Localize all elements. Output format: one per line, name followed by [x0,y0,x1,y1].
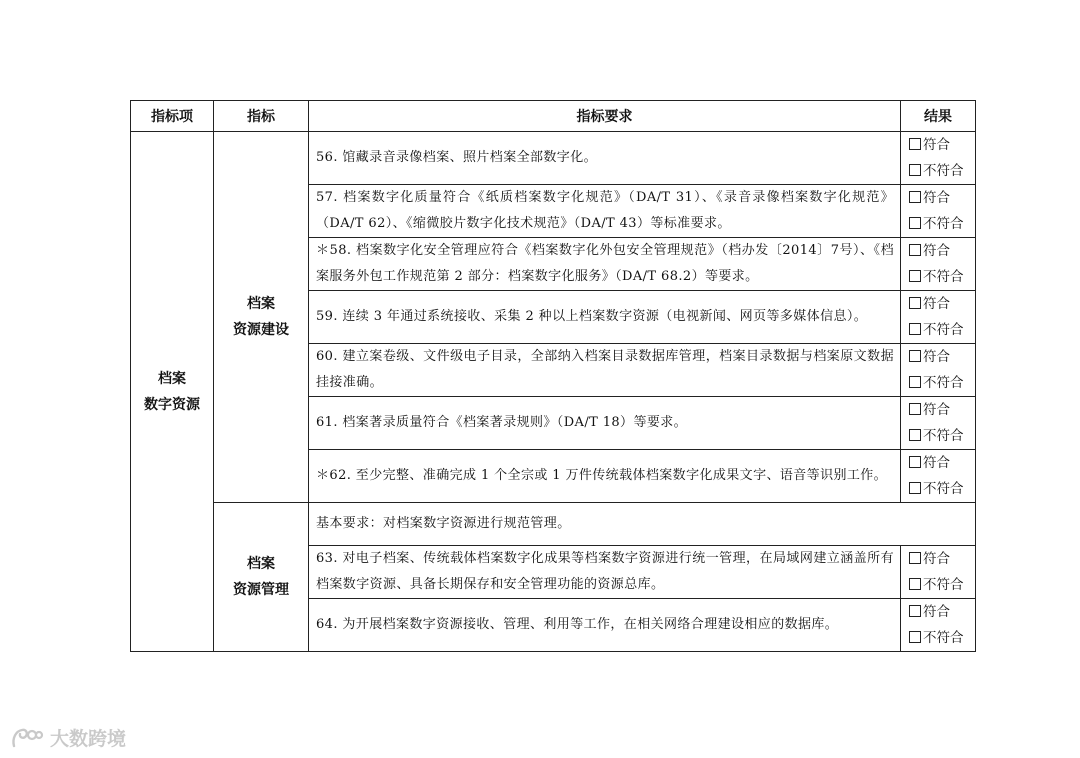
option-label: 不符合 [923,630,964,646]
header-indicator-item: 指标项 [131,101,214,132]
option-label: 不符合 [923,163,964,179]
result-cell [901,397,976,450]
group-cell-construction [214,132,309,503]
checkbox-icon[interactable] [909,429,921,441]
group-line1: 档案 [247,556,275,572]
option-label: 符合 [923,243,950,259]
option-label: 符合 [923,190,950,206]
evaluation-table [130,100,976,652]
checkbox-icon[interactable] [909,217,921,229]
result-cell [901,291,976,344]
watermark [10,724,126,751]
requirement-62: ＊62. 至少完整、准确完成 1 个全宗或 1 万件传统载体档案数字化成果文字、语音等识别工作。 [309,450,901,503]
result-option-pass[interactable] [909,132,975,158]
option-label: 符合 [923,551,950,567]
option-label: 不符合 [923,216,964,232]
checkbox-icon[interactable] [909,482,921,494]
option-label: 符合 [923,604,950,620]
result-cell [901,344,976,397]
result-option-fail[interactable] [909,625,975,651]
checkbox-icon[interactable] [909,350,921,362]
requirement-64: 64. 为开展档案数字资源接收、管理、利用等工作，在相关网络合理建设相应的数据库。 [309,599,901,652]
header-requirement: 指标要求 [309,101,901,132]
checkbox-icon[interactable] [909,403,921,415]
header-result: 结果 [901,101,976,132]
watermark-logo-icon [10,726,44,750]
result-cell [901,132,976,185]
category-cell [131,132,214,652]
requirement-58: ＊58. 档案数字化安全管理应符合《档案数字化外包安全管理规范》（档办发〔2014〕7号）、《档案服务外包工作规范第 2 部分：档案数字化服务》（DA/T 68.2）等要求。 [309,238,901,291]
requirement-59: 59. 连续 3 年通过系统接收、采集 2 种以上档案数字资源（电视新闻、网页等多媒体信息）。 [309,291,901,344]
table-header-row [131,101,976,132]
result-option-pass[interactable] [909,238,975,264]
option-label: 符合 [923,349,950,365]
result-option-pass[interactable] [909,291,975,317]
header-indicator: 指标 [214,101,309,132]
requirement-56: 56. 馆藏录音录像档案、照片档案全部数字化。 [309,132,901,185]
group-cell-management [214,503,309,652]
group-line2: 资源管理 [233,582,289,598]
checkbox-icon[interactable] [909,297,921,309]
result-option-fail[interactable] [909,158,975,184]
result-option-fail[interactable] [909,476,975,502]
basic-requirement: 基本要求：对档案数字资源进行规范管理。 [309,503,976,546]
result-option-pass[interactable] [909,546,975,572]
watermark-text: 大数跨境 [50,728,127,750]
result-cell [901,450,976,503]
option-label: 不符合 [923,269,964,285]
checkbox-icon[interactable] [909,552,921,564]
result-option-pass[interactable] [909,599,975,625]
result-option-pass[interactable] [909,344,975,370]
result-option-pass[interactable] [909,185,975,211]
checkbox-icon[interactable] [909,578,921,590]
result-option-fail[interactable] [909,423,975,449]
checkbox-icon[interactable] [909,244,921,256]
checkbox-icon[interactable] [909,138,921,150]
option-label: 符合 [923,137,950,153]
category-line1: 档案 [158,370,186,387]
checkbox-icon[interactable] [909,631,921,643]
option-label: 符合 [923,455,950,471]
requirement-60: 60. 建立案卷级、文件级电子目录，全部纳入档案目录数据库管理，档案目录数据与档案原文数据挂接准确。 [309,344,901,397]
checkbox-icon[interactable] [909,605,921,617]
result-option-pass[interactable] [909,397,975,423]
result-option-fail[interactable] [909,370,975,396]
table-row [131,132,976,185]
result-option-fail[interactable] [909,211,975,237]
checkbox-icon[interactable] [909,270,921,282]
checkbox-icon[interactable] [909,323,921,335]
group-line1: 档案 [247,296,275,312]
requirement-63: 63. 对电子档案、传统载体档案数字化成果等档案数字资源进行统一管理，在局域网建立涵盖所有档案数字资源、具备长期保存和安全管理功能的资源总库。 [309,546,901,599]
option-label: 不符合 [923,322,964,338]
result-option-fail[interactable] [909,572,975,598]
result-option-fail[interactable] [909,317,975,343]
option-label: 符合 [923,402,950,418]
requirement-57: 57. 档案数字化质量符合《纸质档案数字化规范》（DA/T 31）、《录音录像档案数字化规范》（DA/T 62）、《缩微胶片数字化技术规范》（DA/T 43）等标准要求。 [309,185,901,238]
result-cell [901,185,976,238]
result-option-pass[interactable] [909,450,975,476]
requirement-61: 61. 档案著录质量符合《档案著录规则》（DA/T 18）等要求。 [309,397,901,450]
category-line2: 数字资源 [144,396,200,413]
group-line2: 资源建设 [233,322,289,338]
result-option-fail[interactable] [909,264,975,290]
option-label: 不符合 [923,375,964,391]
result-cell [901,599,976,652]
table-row [131,503,976,546]
option-label: 符合 [923,296,950,312]
result-cell [901,546,976,599]
checkbox-icon[interactable] [909,376,921,388]
option-label: 不符合 [923,577,964,593]
option-label: 不符合 [923,481,964,497]
checkbox-icon[interactable] [909,164,921,176]
checkbox-icon[interactable] [909,191,921,203]
option-label: 不符合 [923,428,964,444]
checkbox-icon[interactable] [909,456,921,468]
result-cell [901,238,976,291]
